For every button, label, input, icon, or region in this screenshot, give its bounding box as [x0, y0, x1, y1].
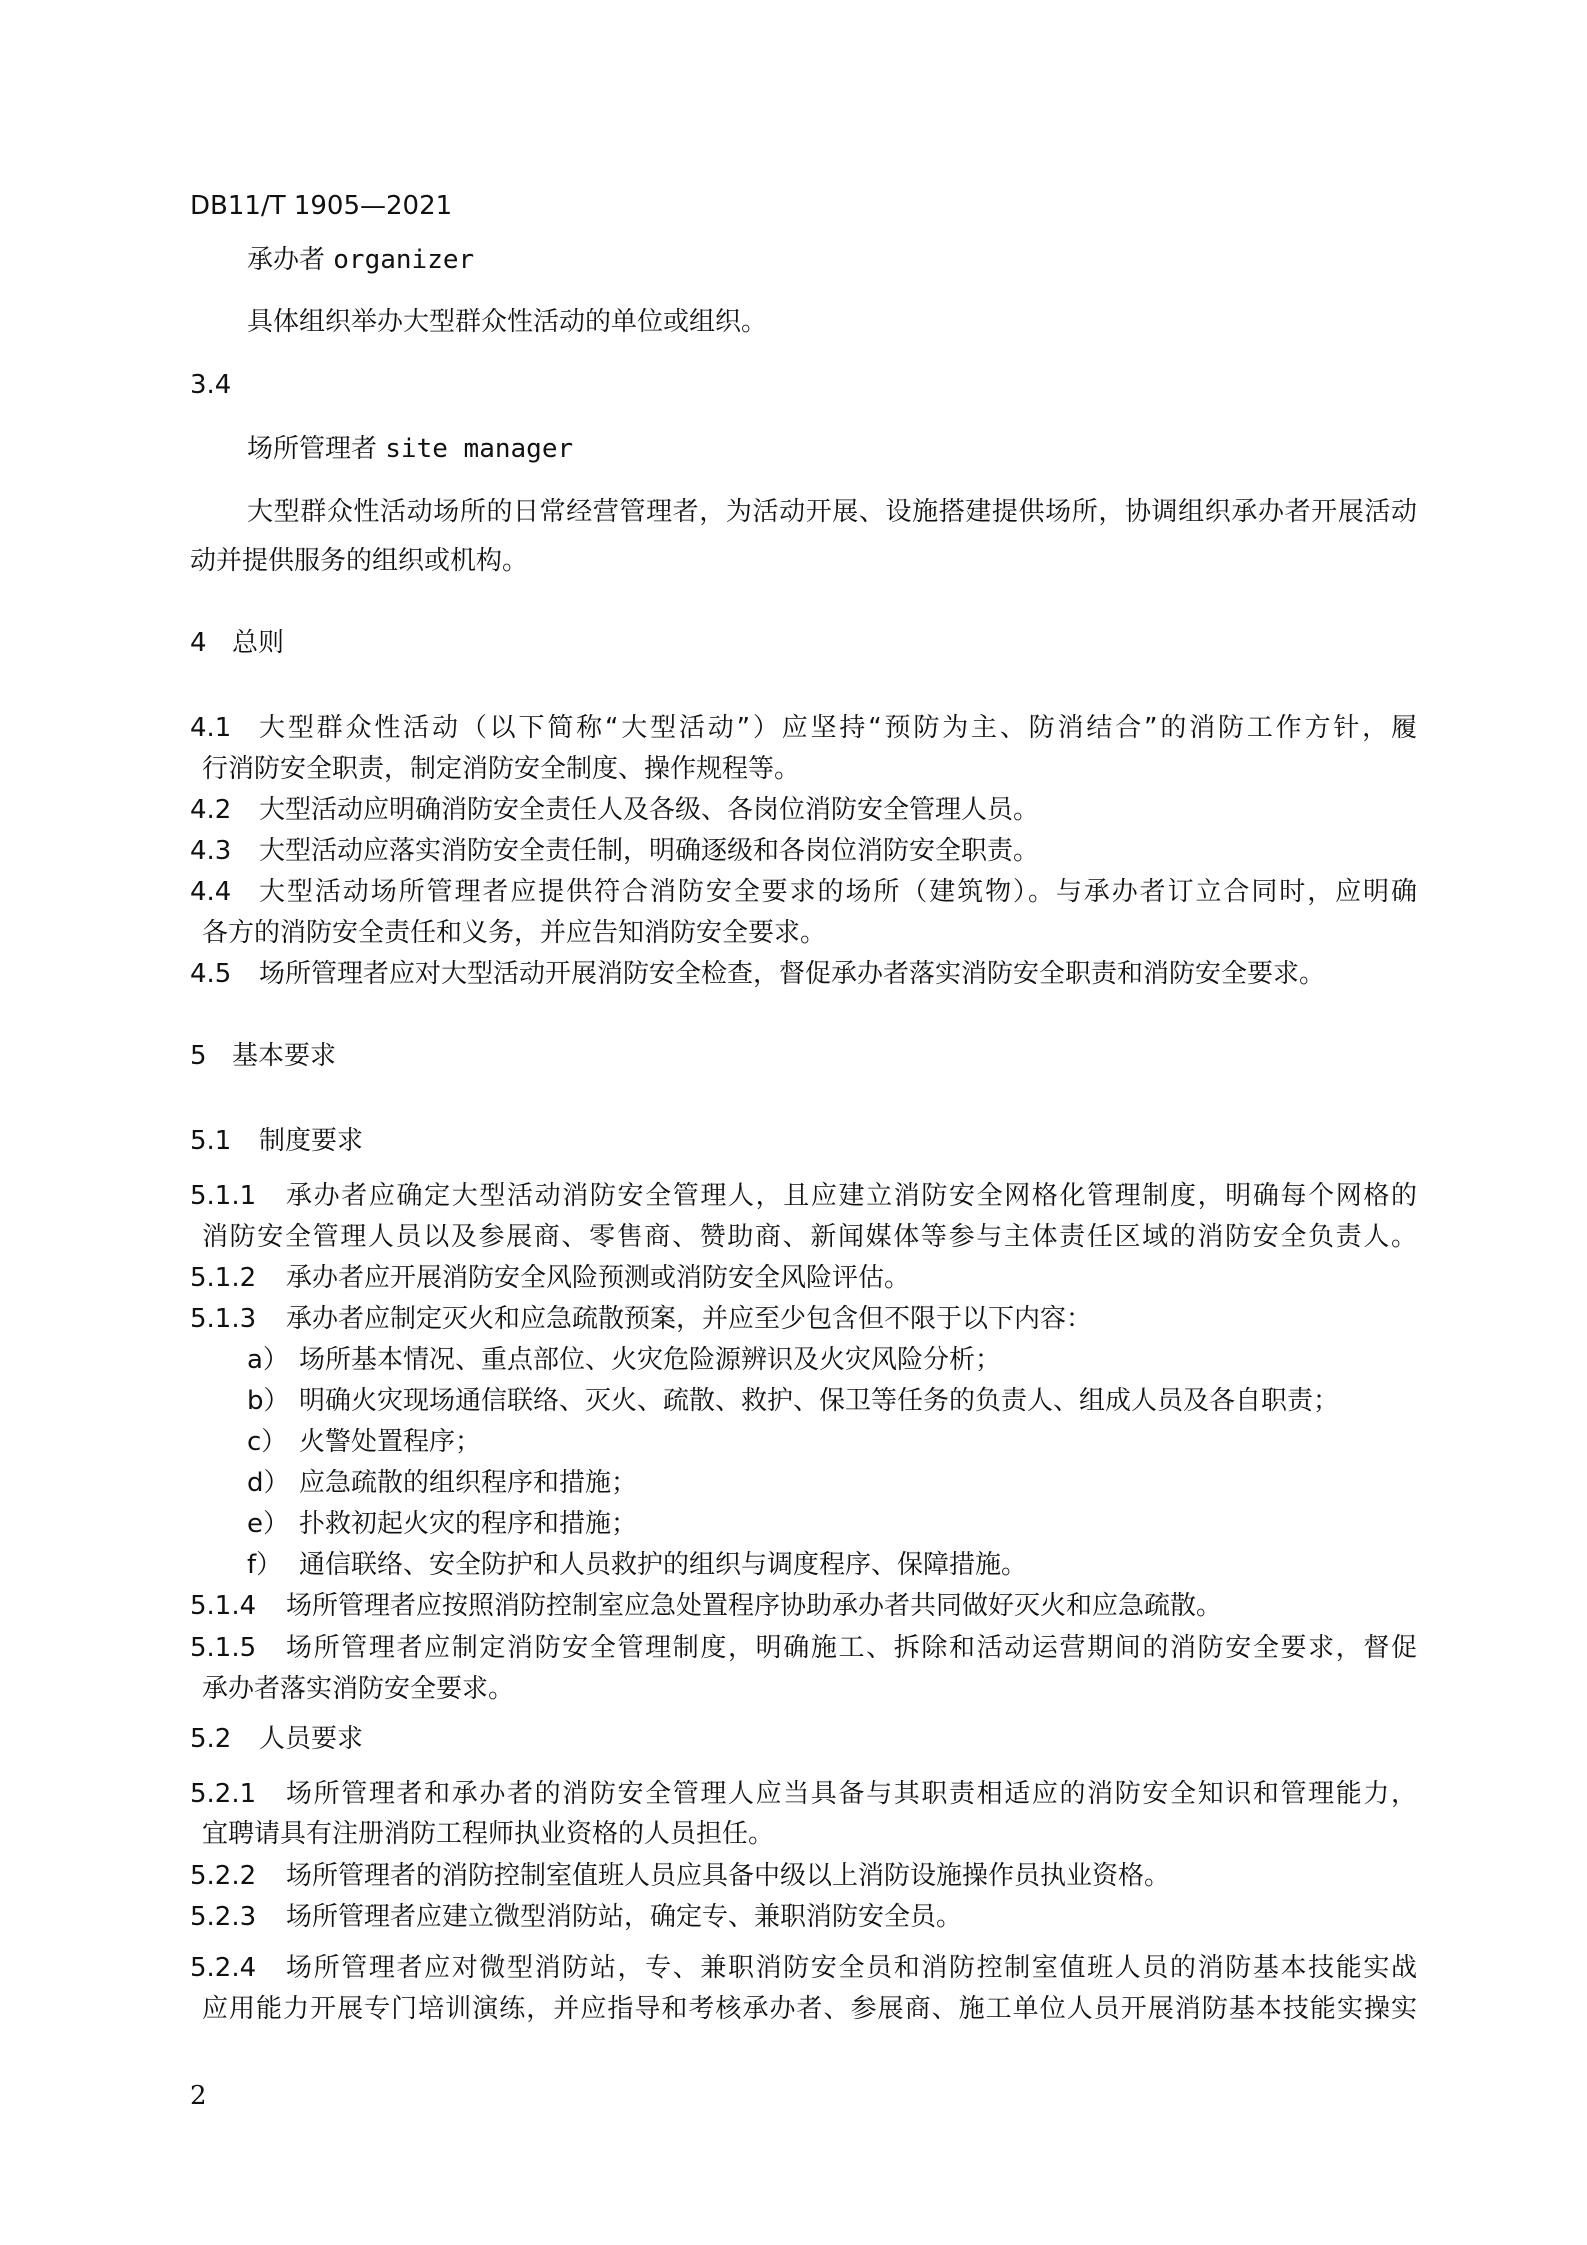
- clause-text: 场所管理者的消防控制室值班人员应具备中级以上消防设施操作员执业资格。: [286, 1861, 1171, 1891]
- list-item: [247, 1467, 637, 1500]
- subsection-title: 制度要求: [259, 1126, 364, 1156]
- clause-text: 大型活动应明确消防安全责任人及各级、各岗位消防安全管理人员。: [259, 795, 1040, 825]
- clause-number: 5.1.2: [190, 1263, 257, 1293]
- term-site-manager: [247, 433, 573, 466]
- clause-text: 大型活动应落实消防安全责任制，明确逐级和各岗位消防安全职责。: [259, 836, 1040, 866]
- clause-5-1-5-line2: 承办者落实消防安全要求。: [202, 1674, 515, 1704]
- definition-site-manager-line1: 大型群众性活动场所的日常经营管理者，为活动开展、设施搭建提供场所，协调组织承办者开展活动: [247, 497, 1417, 527]
- clause-number: 3.4: [190, 370, 232, 400]
- list-item-label: f）: [247, 1550, 283, 1580]
- clause-number: 5.2.4: [190, 1953, 257, 1983]
- list-item: [247, 1344, 1001, 1377]
- list-item-text: 应急疏散的组织程序和措施；: [299, 1468, 638, 1498]
- clause-text: 场所管理者应制定消防安全管理制度，明确施工、拆除和活动运营期间的消防安全要求，督促: [286, 1633, 1417, 1663]
- clause-5-2-3: [190, 1901, 962, 1934]
- clause-5-2-1: [190, 1778, 1417, 1811]
- section-number: 5: [190, 1041, 207, 1071]
- clause-4-5: [190, 958, 1325, 991]
- term-en: site manager: [385, 434, 574, 464]
- clause-number: 5.1.1: [190, 1181, 257, 1211]
- term-zh: 场所管理者: [247, 434, 378, 464]
- list-item: [247, 1508, 637, 1541]
- clause-text: 承办者应确定大型活动消防安全管理人，且应建立消防安全网格化管理制度，明确每个网格的: [286, 1181, 1417, 1211]
- clause-text: 承办者应开展消防安全风险预测或消防安全风险评估。: [286, 1263, 911, 1293]
- subsection-heading-5-1: [190, 1125, 363, 1158]
- section-title: 基本要求: [232, 1041, 337, 1071]
- section-number: 4: [190, 628, 207, 658]
- clause-text: 大型活动场所管理者应提供符合消防安全要求的场所（建筑物）。与承办者订立合同时，应明确: [259, 877, 1417, 907]
- clause-5-1-3: [190, 1303, 1092, 1336]
- clause-number: 4.2: [190, 795, 232, 825]
- term-zh: 承办者: [247, 245, 326, 275]
- list-item-text: 明确火灾现场通信联络、灭火、疏散、救护、保卫等任务的负责人、组成人员及各自职责；: [299, 1386, 1340, 1416]
- clause-5-1-4: [190, 1590, 1222, 1623]
- clause-number: 5.2.3: [190, 1902, 257, 1932]
- list-item-text: 火警处置程序；: [299, 1427, 482, 1457]
- clause-number: 5.2.1: [190, 1779, 257, 1809]
- clause-text: 场所管理者应对大型活动开展消防安全检查，督促承办者落实消防安全职责和消防安全要求。: [259, 959, 1326, 989]
- clause-4-2: [190, 794, 1039, 827]
- clause-text: 场所管理者应按照消防控制室应急处置程序协助承办者共同做好灭火和应急疏散。: [286, 1591, 1223, 1621]
- subsection-heading-5-2: [190, 1723, 363, 1756]
- clause-number: 4.1: [190, 713, 232, 743]
- clause-5-2-1-line2: 宜聘请具有注册消防工程师执业资格的人员担任。: [202, 1819, 775, 1849]
- clause-5-1-2: [190, 1262, 910, 1295]
- clause-number: 4.5: [190, 959, 232, 989]
- list-item: [247, 1385, 1339, 1418]
- term-en: organizer: [333, 245, 475, 275]
- definition-site-manager-line2: 动并提供服务的组织或机构。: [190, 546, 529, 576]
- clause-5-2-4: [190, 1952, 1417, 1985]
- subsection-number: 5.2: [190, 1724, 232, 1754]
- section-title: 总则: [232, 628, 285, 658]
- clause-4-3: [190, 835, 1039, 868]
- clause-number: 5.1.4: [190, 1591, 257, 1621]
- clause-text: 大型群众性活动（以下简称“大型活动”）应坚持“预防为主、防消结合”的消防工作方针，履: [259, 713, 1417, 743]
- list-item-label: c）: [247, 1427, 288, 1457]
- clause-5-1-5: [190, 1632, 1417, 1665]
- clause-4-1: [190, 712, 1417, 745]
- term-organizer: [247, 244, 474, 277]
- list-item-text: 场所基本情况、重点部位、火灾危险源辨识及火灾风险分析；: [299, 1345, 1002, 1375]
- clause-4-4: [190, 876, 1417, 909]
- clause-text: 场所管理者应对微型消防站，专、兼职消防安全员和消防控制室值班人员的消防基本技能实战: [286, 1953, 1417, 1983]
- clause-5-2-4-line2: 应用能力开展专门培训演练，并应指导和考核承办者、参展商、施工单位人员开展消防基本技能实操实: [202, 1994, 1417, 2024]
- list-item-text: 扑救初起火灾的程序和措施；: [299, 1509, 638, 1539]
- clause-4-1-line2: 行消防安全职责，制定消防安全制度、操作规程等。: [202, 754, 801, 784]
- clause-4-4-line2: 各方的消防安全责任和义务，并应告知消防安全要求。: [202, 918, 827, 948]
- list-item-label: a）: [247, 1345, 289, 1375]
- section-heading-4: [190, 627, 284, 660]
- list-item-text: 通信联络、安全防护和人员救护的组织与调度程序、保障措施。: [299, 1550, 1028, 1580]
- clause-5-2-2: [190, 1860, 1170, 1893]
- clause-number: 5.1.3: [190, 1304, 257, 1334]
- list-item-label: d）: [247, 1468, 290, 1498]
- list-item-label: e）: [247, 1509, 289, 1539]
- page-number: 2: [190, 2081, 207, 2111]
- clause-number: 5.2.2: [190, 1861, 257, 1891]
- clause-text: 承办者应制定灭火和应急疏散预案，并应至少包含但不限于以下内容：: [286, 1304, 1093, 1334]
- clause-5-1-1-line2: 消防安全管理人员以及参展商、零售商、赞助商、新闻媒体等参与主体责任区域的消防安全负责人。: [202, 1222, 1417, 1252]
- definition-organizer: 具体组织举办大型群众性活动的单位或组织。: [247, 307, 768, 337]
- list-item: [247, 1549, 1027, 1582]
- subsection-title: 人员要求: [259, 1724, 364, 1754]
- clause-text: 场所管理者和承办者的消防安全管理人应当具备与其职责相适应的消防安全知识和管理能力，: [286, 1779, 1417, 1809]
- section-heading-5: [190, 1040, 336, 1073]
- document-id: DB11/T 1905—2021: [190, 191, 453, 221]
- clause-text: 场所管理者应建立微型消防站，确定专、兼职消防安全员。: [286, 1902, 963, 1932]
- clause-number: 5.1.5: [190, 1633, 257, 1663]
- clause-5-1-1: [190, 1180, 1417, 1213]
- list-item: [247, 1426, 481, 1459]
- clause-number: 4.3: [190, 836, 232, 866]
- clause-number: 4.4: [190, 877, 232, 907]
- list-item-label: b）: [247, 1386, 290, 1416]
- subsection-number: 5.1: [190, 1126, 232, 1156]
